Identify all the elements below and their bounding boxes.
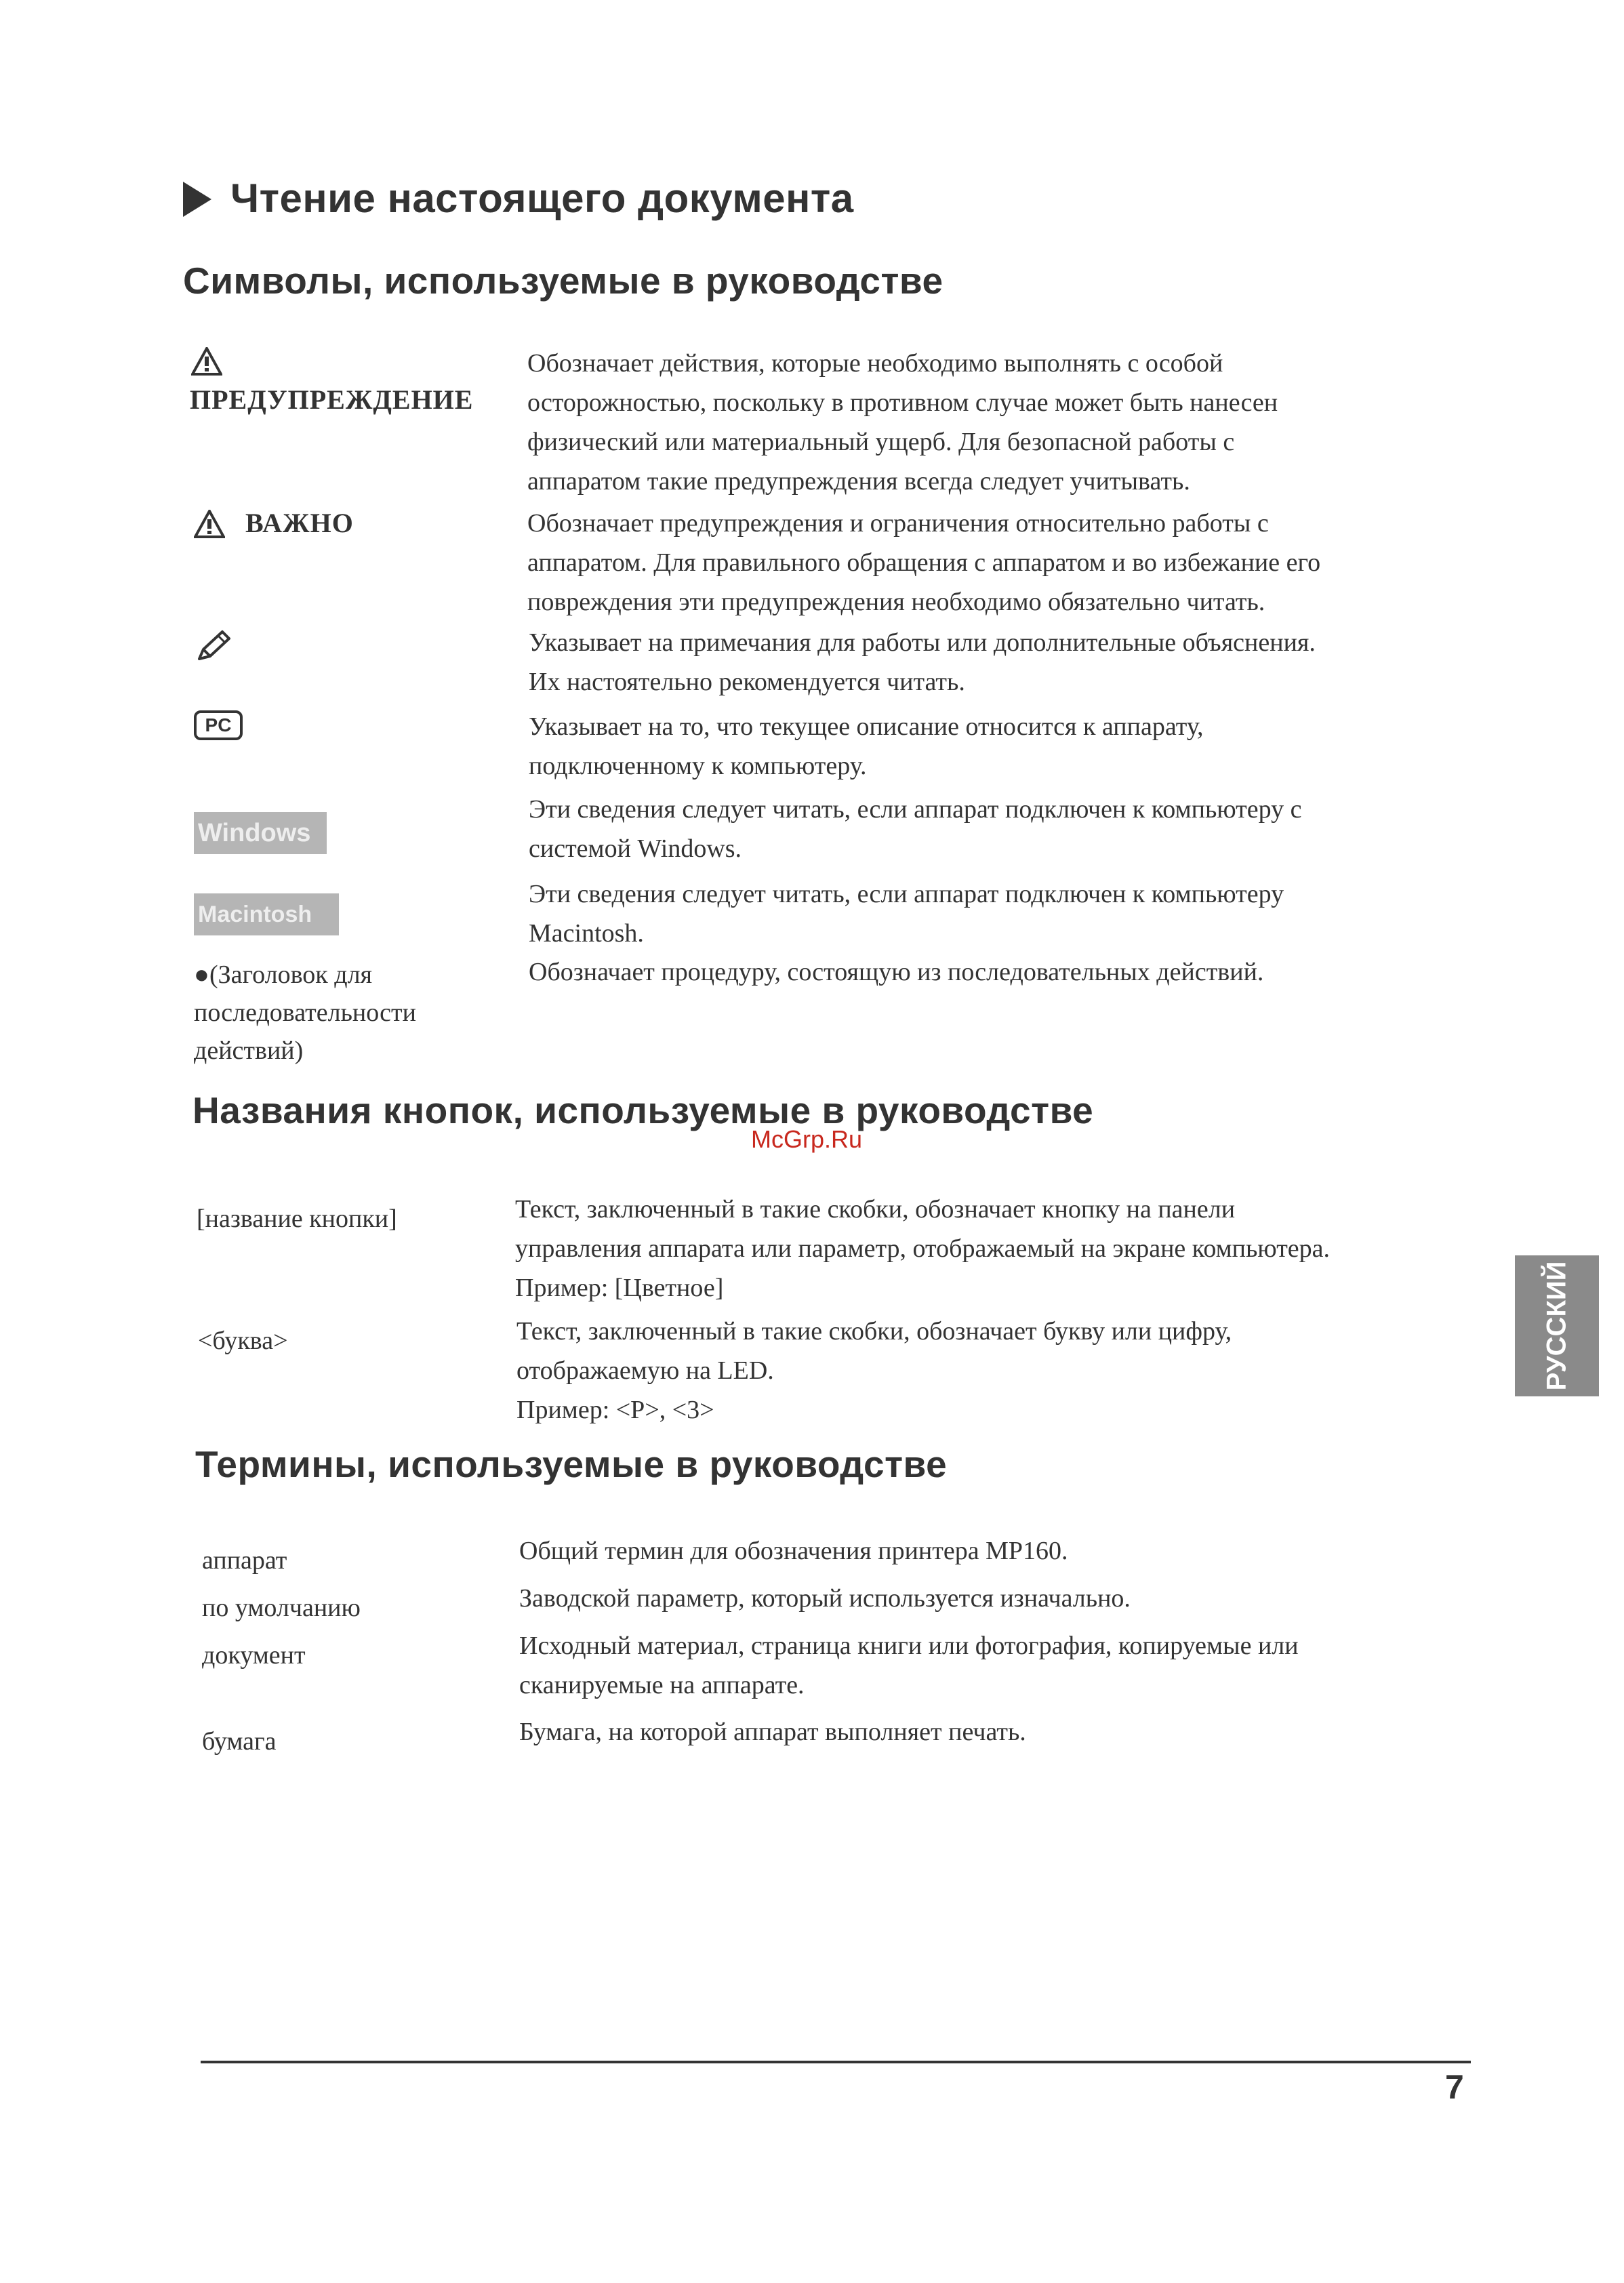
buttons-heading: Названия кнопок, используемые в руководстве	[192, 1089, 1094, 1131]
term-label: по умолчанию	[202, 1594, 361, 1622]
terms-heading: Термины, используемые в руководстве	[195, 1443, 948, 1485]
button-name-label: [название кнопки]	[197, 1205, 397, 1233]
footer-rule	[201, 2061, 1471, 2063]
important-triangle-icon	[194, 510, 225, 538]
symbols-heading: Символы, используемые в руководстве	[183, 260, 943, 302]
sequence-description: Обозначает процедуру, состоящую из последовательных действий.	[529, 958, 1264, 986]
note-description: Указывает на примечания для работы или дополнительные объяснения. Их настоятельно рекомендуется читать.	[529, 628, 1316, 696]
pc-description: Указывает на то, что текущее описание относится к аппарату, подключенному к компьютеру.	[529, 712, 1204, 780]
macintosh-badge-icon: Macintosh	[194, 893, 339, 935]
watermark: McGrp.Ru	[751, 1125, 863, 1153]
important-description: Обозначает предупреждения и ограничения относительно работы с аппаратом. Для правильного обращения с аппаратом и во избежание его повреждения эти предупреждения необходимо обязательно читать.	[527, 509, 1321, 616]
letter-label: <буква>	[198, 1327, 288, 1355]
page-title: Чтение настоящего документа	[230, 176, 854, 221]
page-number: 7	[1445, 2068, 1464, 2106]
warning-description: Обозначает действия, которые необходимо выполнять с особой осторожностью, поскольку в противном случае может быть нанесен физический или материальный ущерб. Для безопасной работы с аппаратом такие предупреждения всегда следует учитывать.	[527, 349, 1278, 496]
warning-triangle-icon	[191, 347, 222, 376]
title-arrow-icon	[183, 182, 211, 217]
pencil-icon	[195, 629, 233, 663]
macintosh-description: Эти сведения следует читать, если аппарат подключен к компьютеру Macintosh.	[529, 880, 1284, 948]
pc-badge-icon: PC	[194, 710, 243, 740]
term-label: бумага	[202, 1727, 277, 1756]
warning-label: ПРЕДУПРЕЖДЕНИЕ	[190, 384, 474, 415]
term-description: Бумага, на которой аппарат выполняет печать.	[519, 1718, 1026, 1746]
term-description: Заводской параметр, который используется изначально.	[519, 1584, 1131, 1613]
windows-description: Эти сведения следует читать, если аппарат подключен к компьютеру с системой Windows.	[529, 795, 1302, 863]
button-name-description: Текст, заключенный в такие скобки, обозначает кнопку на панели управления аппарата или параметр, отображаемый на экране компьютера. Пример: [Цветное]	[515, 1195, 1331, 1302]
term-description: Общий термин для обозначения принтера MP160.	[519, 1537, 1068, 1565]
sequence-label: ●(Заголовок для последовательности действий)	[194, 961, 416, 1065]
language-side-tab: РУССКИЙ	[1515, 1255, 1599, 1396]
letter-description: Текст, заключенный в такие скобки, обозначает букву или цифру, отображаемую на LED. Пример: <P>, <3>	[516, 1317, 1232, 1424]
term-label: документ	[202, 1641, 306, 1670]
important-label: ВАЖНО	[245, 508, 354, 538]
term-description: Исходный материал, страница книги или фотография, копируемые или сканируемые на аппарате.	[519, 1632, 1299, 1699]
windows-badge-icon: Windows	[194, 812, 327, 854]
term-label: аппарат	[202, 1546, 287, 1575]
